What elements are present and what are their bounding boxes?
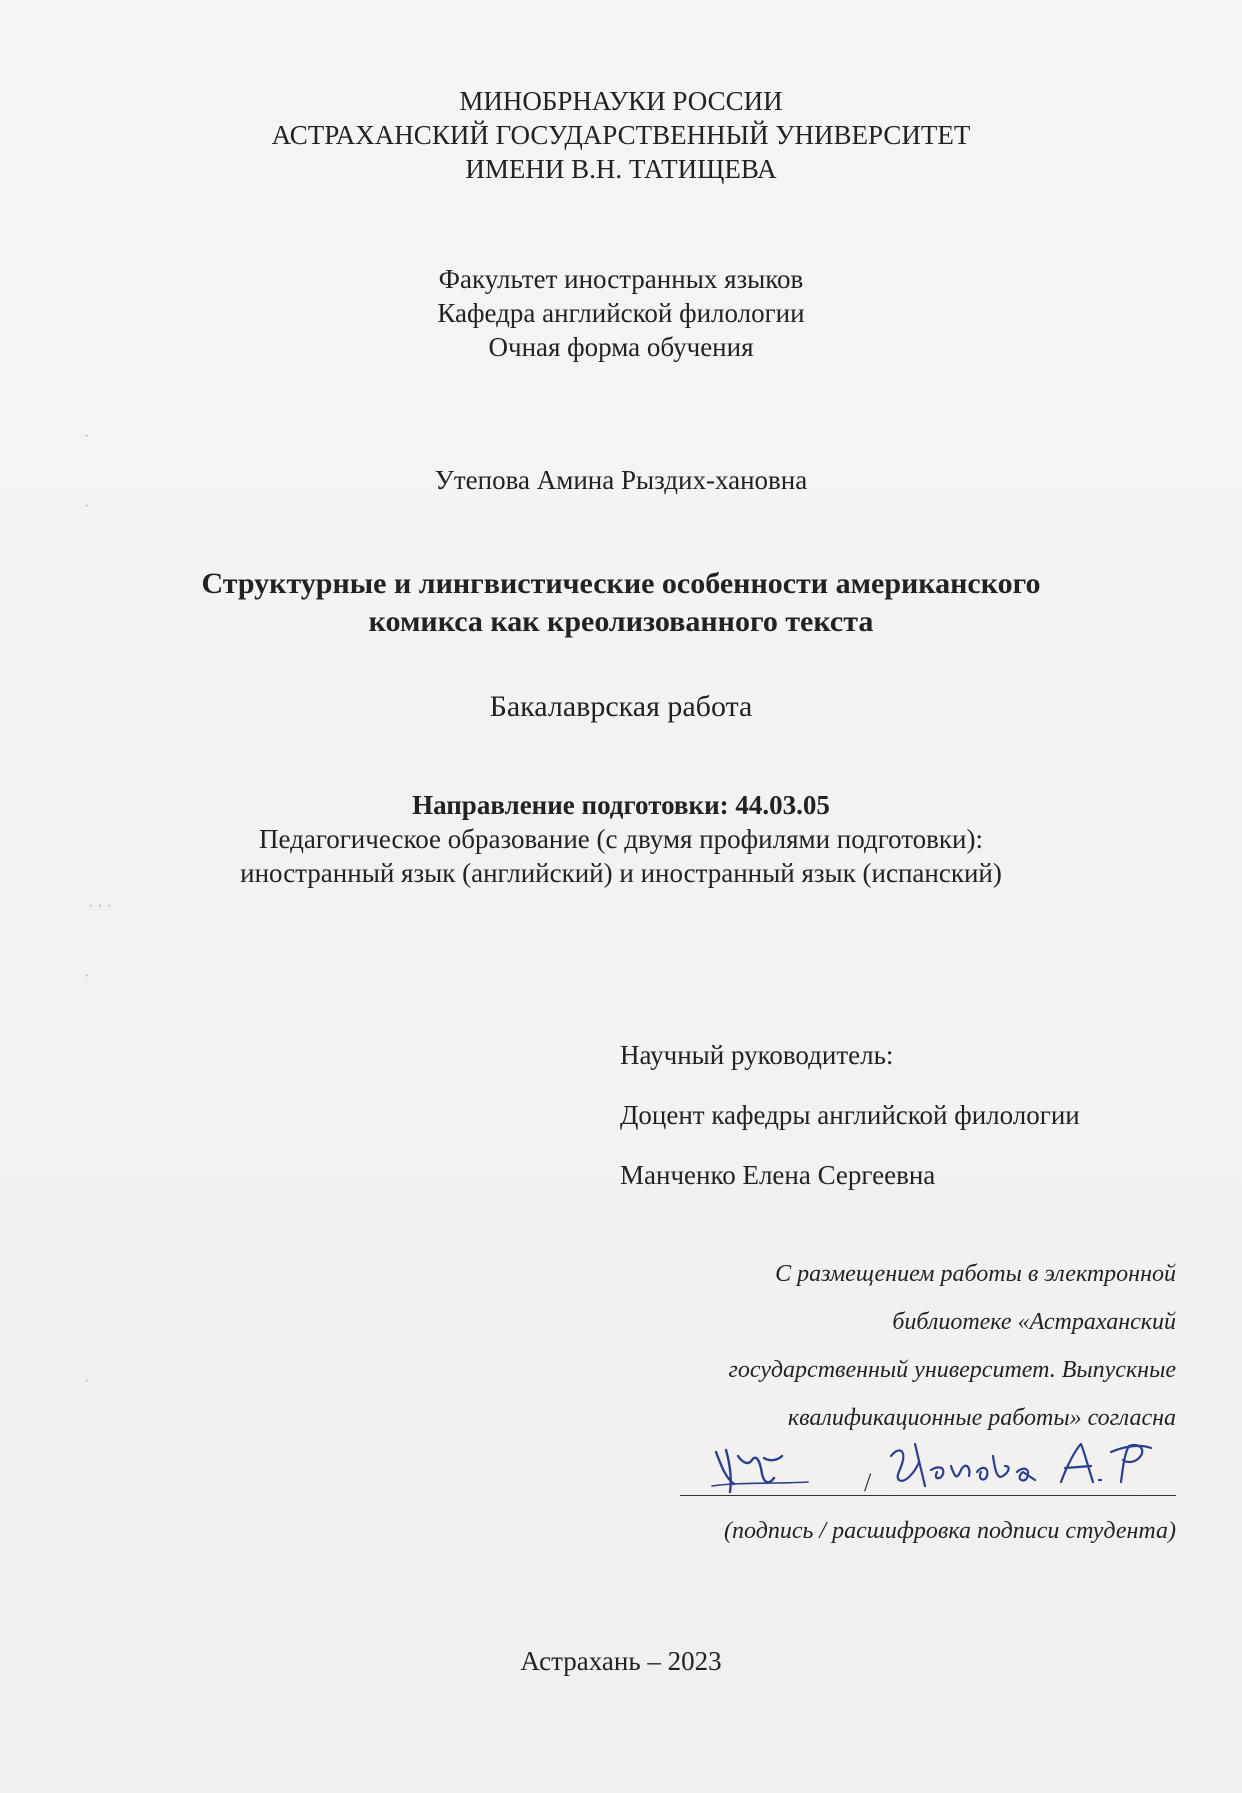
direction-block (0, 788, 1242, 890)
scan-margin-mark: · (84, 1373, 90, 1390)
title-line: комикса как креолизованного текста (368, 605, 874, 638)
scan-margin-mark: · (84, 968, 90, 985)
author-line: Утепова Амина Рыздих-хановна (434, 465, 808, 495)
consent-line: библиотеке «Астраханский (892, 1309, 1176, 1335)
consent-line: С размещением работы в электронной (775, 1261, 1176, 1287)
direction-heading: Направление подготовки: 44.03.05 (412, 790, 830, 820)
signature-row (680, 1448, 1176, 1500)
study-form-line: Очная форма обучения (488, 332, 754, 362)
ministry-header (0, 84, 1242, 186)
supervisor-name: Манченко Елена Сергеевна (620, 1160, 936, 1190)
work-type-line: Бакалаврская работа (489, 690, 753, 723)
header-line: ИМЕНИ В.Н. ТАТИЩЕВА (465, 154, 777, 184)
handwritten-signature (708, 1438, 828, 1498)
scan-margin-mark: · · · (88, 898, 112, 915)
title-line: Структурные и лингвистические особенности американского (201, 567, 1041, 600)
consent-statement (728, 1250, 1176, 1442)
scan-margin-mark: · (84, 428, 90, 445)
faculty-line: Факультет иностранных языков (438, 264, 804, 294)
thesis-title (0, 565, 1242, 641)
header-line: АСТРАХАНСКИЙ ГОСУДАРСТВЕННЫЙ УНИВЕРСИТЕТ (271, 120, 971, 150)
signature-separator: / (864, 1468, 872, 1497)
consent-line: квалификационные работы» согласна (787, 1405, 1176, 1431)
direction-line: Педагогическое образование (с двумя профилями подготовки): (258, 824, 983, 854)
city-year (0, 1644, 1242, 1678)
header-line: МИНОБРНАУКИ РОССИИ (459, 86, 783, 116)
handwritten-name (885, 1436, 1175, 1496)
consent-line: государственный университет. Выпускные (728, 1357, 1176, 1383)
supervisor-block (620, 1025, 1080, 1205)
city-year-line: Астрахань – 2023 (520, 1646, 722, 1676)
direction-line: иностранный язык (английский) и иностранный язык (испанский) (240, 858, 1002, 888)
work-type (0, 689, 1242, 725)
scan-margin-mark: · (84, 498, 90, 515)
signature-caption: (подпись / расшифровка подписи студента) (724, 1518, 1176, 1544)
author-name (0, 463, 1242, 497)
faculty-block (0, 262, 1242, 364)
supervisor-position: Доцент кафедры английской филологии (620, 1100, 1080, 1130)
supervisor-label: Научный руководитель: (620, 1040, 894, 1070)
department-line: Кафедра английской филологии (437, 298, 805, 328)
